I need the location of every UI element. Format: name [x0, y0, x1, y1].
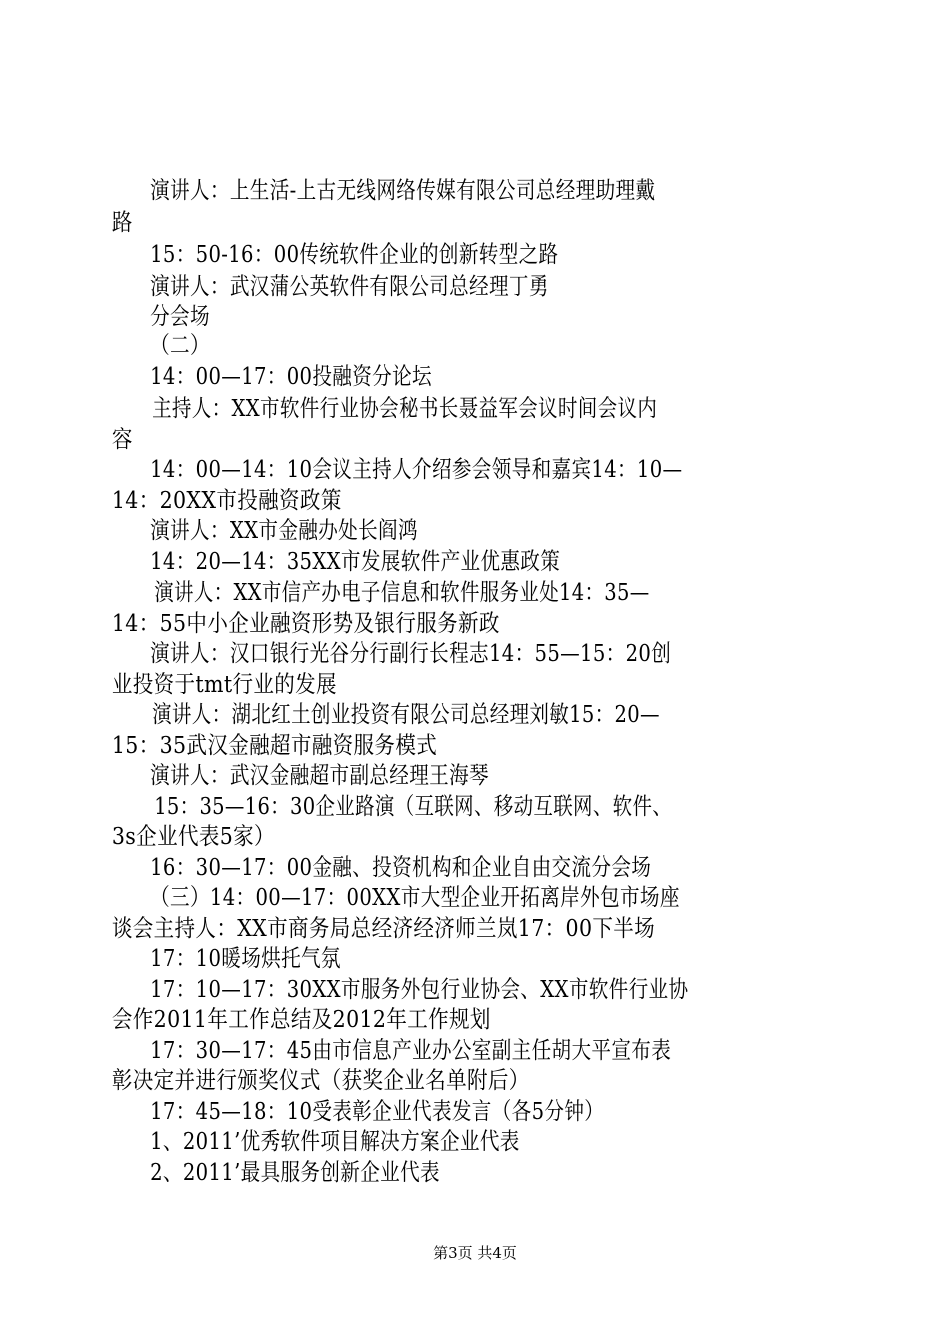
text-line: 业投资于tmt行业的发展 [111, 670, 337, 698]
text-line: 14：00—17：00投融资分论坛 [150, 362, 432, 390]
text-line: 演讲人：汉口银行光谷分行副行长程志14：55—15：20创 [150, 639, 672, 667]
text-line: （三）14：00—17：00XX市大型企业开拓离岸外包市场座 [150, 883, 680, 911]
text-line: 17：30—17：45由市信息产业办公室副主任胡大平宣布表 [150, 1036, 672, 1064]
text-line: 3s企业代表5家） [111, 822, 275, 850]
text-line: 16：30—17：00金融、投资机构和企业自由交流分会场 [150, 853, 652, 881]
text-line: 演讲人：武汉蒲公英软件有限公司总经理丁勇 [150, 272, 549, 300]
text-line: 演讲人：XX市金融办处长阎鸿 [150, 516, 418, 544]
text-line: 14：20—14：35XX市发展软件产业优惠政策 [150, 547, 561, 575]
text-line: 谈会主持人：XX市商务局总经济经济师兰岚17：00下半场 [111, 914, 656, 942]
text-line: 1、2011’优秀软件项目解决方案企业代表 [150, 1127, 520, 1155]
text-line: 演讲人：XX市信产办电子信息和软件服务业处14：35— [154, 578, 650, 606]
text-line: 14：55中小企业融资形势及银行服务新政 [111, 609, 500, 637]
text-line: 彰决定并进行颁奖仪式（获奖企业名单附后） [111, 1066, 530, 1094]
page-number: 第3页 共4页 [433, 1244, 517, 1262]
text-line: 17：10暖场烘托气氛 [150, 944, 341, 972]
text-line: 15：35—16：30企业路演（互联网、移动互联网、软件、 [154, 792, 673, 820]
text-line: 路 [111, 208, 133, 236]
text-line: 17：10—17：30XX市服务外包行业协会、XX市软件行业协 [150, 975, 689, 1003]
text-line: 主持人：XX市软件行业协会秘书长聂益军会议时间会议内 [152, 394, 658, 422]
text-line: （二） [150, 331, 210, 359]
text-line: 15：50-16：00传统软件企业的创新转型之路 [150, 240, 559, 268]
text-line: 2、2011’最具服务创新企业代表 [150, 1158, 440, 1186]
text-line: 容 [111, 425, 133, 453]
text-line: 演讲人：上生活-上古无线网络传媒有限公司总经理助理戴 [150, 176, 656, 204]
text-line: 演讲人：湖北红土创业投资有限公司总经理刘敏15：20— [152, 700, 660, 728]
text-line: 分会场 [150, 302, 210, 330]
text-line: 17：45—18：10受表彰企业代表发言（各5分钟） [150, 1097, 605, 1125]
text-line: 15：35武汉金融超市融资服务模式 [111, 731, 438, 759]
text-line: 14：00—14：10会议主持人介绍参会领导和嘉宾14：10— [150, 455, 683, 483]
text-line: 会作2011年工作总结及2012年工作规划 [111, 1005, 491, 1033]
text-line: 14：20XX市投融资政策 [111, 486, 342, 514]
text-line: 演讲人：武汉金融超市副总经理王海琴 [150, 761, 489, 789]
